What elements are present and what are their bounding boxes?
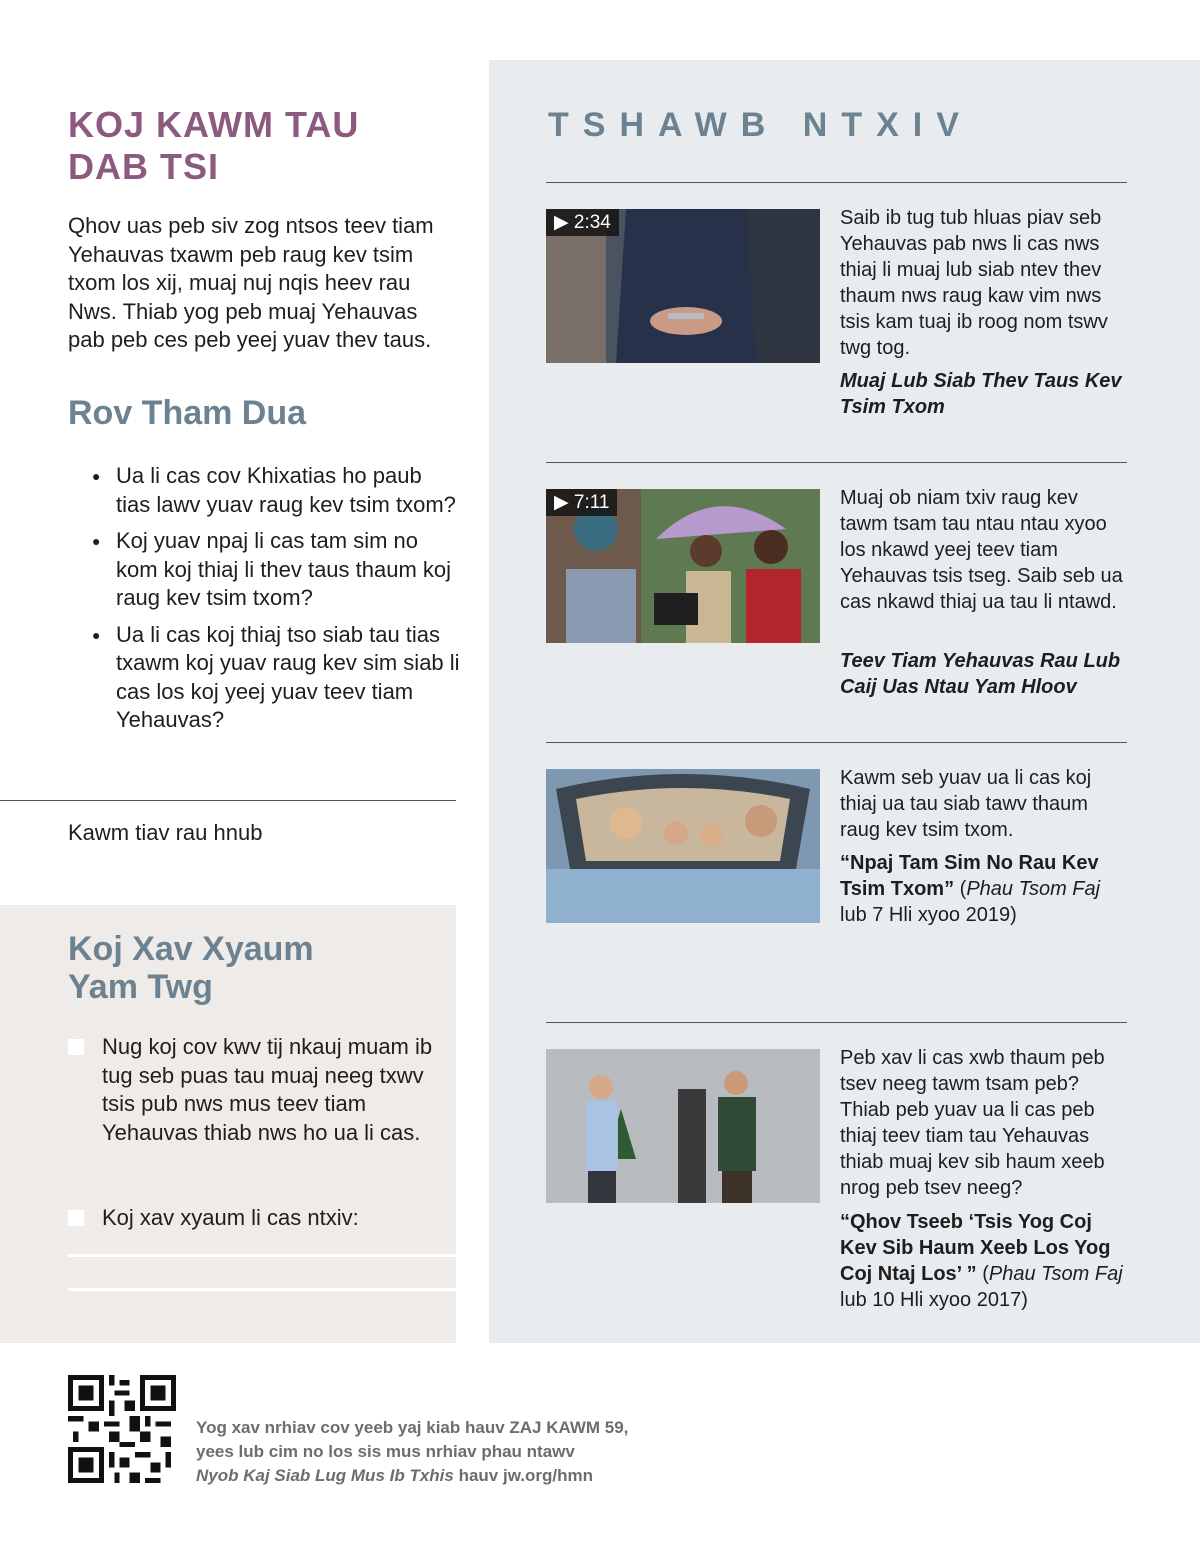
video-title[interactable]: Teev Tiam Yehauvas Rau Lub Caij Uas Ntau Yam Hloov [840,650,1121,698]
divider [546,1022,1127,1023]
publication-issue: lub 10 Hli xyoo 2017) [840,1289,1028,1311]
review-question-list [92,462,462,743]
article-reference[interactable]: “Npaj Tam Sim No Rau Kev Tsim Txom” (Phau Tsom Faj lub 7 Hli xyoo 2019) [840,852,1101,926]
goals-title [68,930,428,1006]
divider [546,182,1127,183]
video-duration-badge: ▶ 7:11 [546,489,617,516]
review-question: ● Koj yuav npaj li cas tam sim no kom koj thiaj li thev taus thaum koj raug kev tsim txom? [92,527,462,613]
video-duration-badge: ▶ 2:34 [546,209,619,236]
writing-line[interactable] [68,1254,456,1257]
family-in-car-image [546,769,820,923]
goal-checkbox[interactable] [68,1210,84,1226]
article-description: Kawm seb yuav ua li cas koj thiaj ua tau siab tawv thaum raug kev tsim txom. [840,767,1092,841]
goal-text: Nug koj cov kwv tij nkauj muam ib tug seb puas tau muaj neeg txwv tsis pub nws mus teev tiam Yehauvas thiab nws ho ua li cas. [102,1034,433,1145]
review-question: ● Ua li cas koj thiaj tso siab tau tias txawm koj yuav raug kev sim siab li cas los koj yeej yuav teev tiam Yehauvas? [92,621,462,735]
goal-item [68,1204,438,1233]
summary-title-line1: KOJ KAWM TAU [68,104,360,145]
article-thumbnail[interactable] [546,1049,820,1203]
publication-issue: lub 7 Hli xyoo 2019) [840,904,1017,926]
goal-checkbox[interactable] [68,1039,84,1055]
publication-name: Phau Tsom Faj [988,1263,1123,1285]
article-thumbnail[interactable] [546,769,820,923]
article-title: “Qhov Tseeb ‘Tsis Yog Coj Kev Sib Haum Xeeb Los Yog Coj Ntaj Los’ ” [840,1211,1111,1285]
article-title: “Npaj Tam Sim No Rau Kev Tsim Txom” [840,852,1099,900]
publication-name: Phau Tsom Faj [966,878,1101,900]
qr-code-icon[interactable] [68,1375,176,1483]
summary-title [68,104,448,188]
review-question: ● Ua li cas cov Khixatias ho paub tias lawv yuav raug kev tsim txom? [92,462,462,519]
review-title: Rov Tham Dua [68,394,307,432]
video-description: Muaj ob niam txiv raug kev tawm tsam tau ntau ntau xyoo los nkawd yeej teev tiam Yehauvas tsis tseg. Saib seb ua cas nkawd thiaj ua tau li ntawd. [840,487,1123,613]
divider [0,800,456,801]
divider [546,742,1127,743]
goal-item [68,1033,438,1147]
goal-text: Koj xav xyaum li cas ntxiv: [102,1205,359,1230]
video-title[interactable]: Muaj Lub Siab Thev Taus Kev Tsim Txom [840,370,1122,418]
summary-text: Qhov uas peb siv zog ntsos teev tiam Yehauvas txawm peb raug kev tsim txom los xij, muaj nuj nqis heev rau Nws. Thiab yog peb muaj Yehauvas pab peb ces peb yeej yuav thev taus. [68,213,434,352]
family-conflict-image [546,1049,820,1203]
footer-book-title: Nyob Kaj Siab Lug Mus Ib Txhis [196,1466,454,1485]
explore-more-title: TSHAWB NTXIV [548,106,973,144]
article-reference[interactable]: “Qhov Tseeb ‘Tsis Yog Coj Kev Sib Haum Xeeb Los Yog Coj Ntaj Los’ ” (Phau Tsom Faj lub 10 Hli xyoo 2017) [840,1211,1123,1311]
footer-site[interactable]: hauv jw.org/hmn [453,1466,594,1485]
completion-date-label: Kawm tiav rau hnub [68,820,263,845]
footer-note [196,1416,716,1488]
divider [546,462,1127,463]
video-thumbnail[interactable] [546,209,820,363]
summary-title-line2: DAB TSI [68,146,219,187]
footer-line1: Yog xav nrhiav cov yeeb yaj kiab hauv ZAJ KAWM 59, [196,1418,629,1437]
writing-line[interactable] [68,1288,456,1291]
video-thumbnail[interactable] [546,489,820,643]
footer-line2: yees lub cim no los sis mus nrhiav phau ntawv [196,1442,575,1461]
goals-title-line2: Yam Twg [68,968,213,1006]
goals-title-line1: Koj Xav Xyaum [68,930,314,968]
video-description: Saib ib tug tub hluas piav seb Yehauvas pab nws li cas nws thiaj li muaj lub siab ntev thev thaum nws raug kaw vim nws tsis kam tuaj ib roog nom tswv twg tog. [840,207,1108,359]
article-description: Peb xav li cas xwb thaum peb tsev neeg tawm tsam peb? Thiab peb yuav ua li cas peb thiaj teev tiam tau Yehauvas thiab muaj kev sib haum xeeb nrog peb tsev neeg? [840,1047,1105,1199]
